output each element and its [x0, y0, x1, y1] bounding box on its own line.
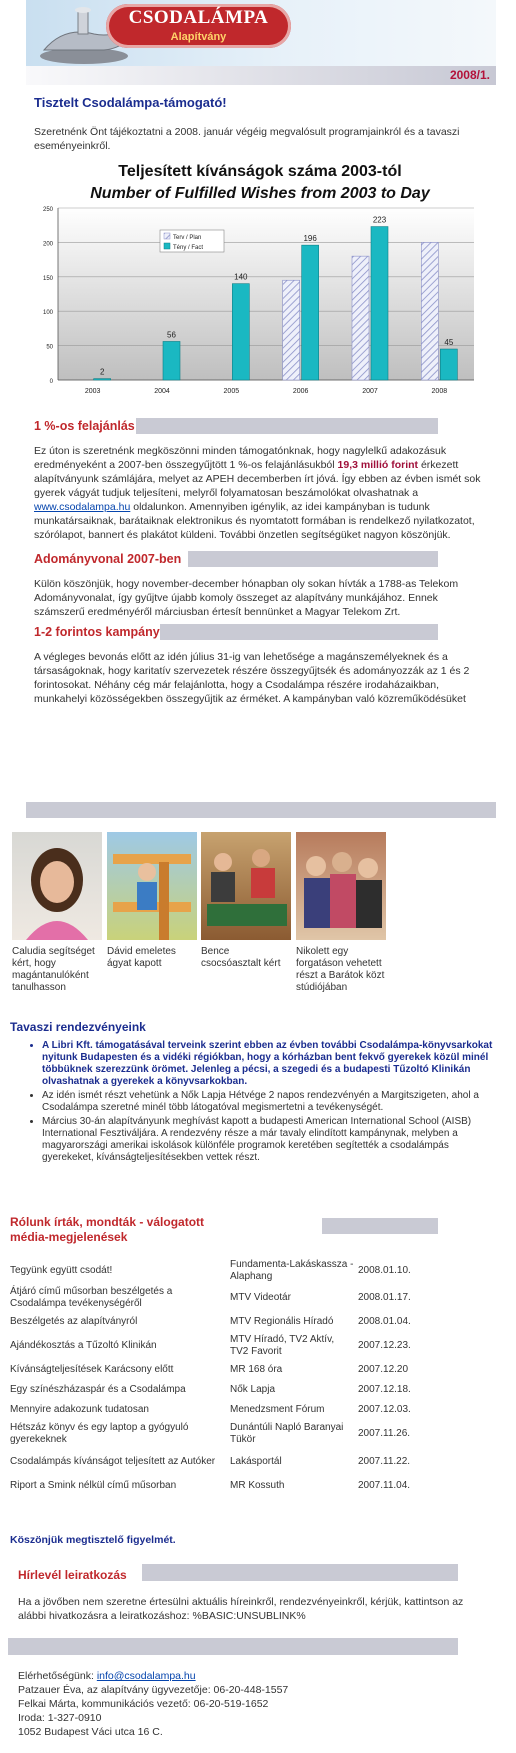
table-row — [10, 1332, 438, 1360]
plan-bar — [352, 256, 369, 380]
section-bar — [188, 551, 438, 567]
girl-portrait-icon — [12, 832, 102, 940]
photo-bence — [201, 832, 291, 940]
x-tick-label: 2005 — [223, 388, 240, 395]
media-date-cell: 2007.11.26. — [358, 1428, 411, 1439]
fact-bar — [163, 341, 180, 380]
caption-bence: Bence csocsóasztalt kért — [201, 946, 281, 969]
photo-nikolett — [296, 832, 386, 940]
media-source-cell: MR Kossuth — [230, 1480, 285, 1491]
coin-campaign-text: A végleges bevonás előtt az idén július 31-ig van lehetősége a magánszemélyeknek és a társaságoknak, hogy karitatív szervezetek részére összegyűjtsék és adományozzák az 1 és 2 forintosokat. Néhány cég már felajánlotta, hogy a Csodalámpa részére irodaházaikban, munkahelyi közösségekben összegyűjtik az érméket. A kampányban való közreműködésüket — [34, 651, 470, 705]
fact-bar — [232, 284, 249, 380]
spring-events-list — [28, 1040, 496, 1166]
one-percent-p2: érkezett alapítványunk számlájára, melyet az APEH decemberben írt jóvá. Így ebben az évben ismét sok gyerek vágyát tudjuk teljesíteni, melyről folyamatosan beszámolókat olvashatnak a — [34, 459, 481, 499]
data-label: 223 — [372, 215, 387, 225]
media-source-cell: Menedzsment Fórum — [230, 1404, 325, 1415]
unsubscribe-text: Ha a jövőben nem szeretne értesülni aktuális híreinkről, rendezvényeinkről, kérjük, kattintson az alábbi hivatkozásra a leiratkozáshoz: %BASIC:UNSUBLINK% — [18, 1596, 464, 1622]
data-label: 2 — [99, 367, 105, 377]
x-tick-label: 2008 — [431, 388, 448, 395]
donation-line-text: Külön köszönjük, hogy november-december hónapban oly sokan hívták a 1788-as Telekom Adományvonalat, így gyűjtve újabb komoly összeget az alapítvány munkájához. Ennek számszerű eredményéről márciusban értesít bennünket a Magyar Telekom Zrt. — [34, 578, 459, 618]
media-date-cell: 2007.12.03. — [358, 1404, 411, 1415]
media-date-cell: 2007.11.22. — [358, 1456, 411, 1467]
footer-bar — [8, 1638, 458, 1655]
logo — [106, 4, 291, 48]
contact-block — [18, 1669, 288, 1739]
y-tick-label: 0 — [49, 379, 53, 385]
media-source-cell: Nők Lapja — [230, 1384, 276, 1395]
table-row — [10, 1476, 438, 1496]
media-title-cell: Csodalámpás kívánságot teljesített az Autóker — [10, 1456, 216, 1467]
y-tick-label: 200 — [42, 241, 53, 248]
y-tick-label: 150 — [42, 275, 53, 282]
list-item: • Március 30-án alapítványunk meghívást kapott a budapesti American International School (AISB) International Fesztiváljára. A rendezvény része a már tavaly elindított kampánynak, melyben a magyarországi amerikai iskolások különféle programok keretében segítették a csodalámpás gyerekeket, kívánságteljesítésekben vettek részt. — [42, 1116, 496, 1164]
media-title-cell: Átjáró című műsorban beszélgetés a Csodalámpa tevékenységéről — [10, 1286, 173, 1309]
contact-label: Elérhetőségünk: — [18, 1670, 94, 1682]
group-photo-icon — [296, 832, 386, 940]
media-source-cell: MTV Videotár — [230, 1292, 291, 1303]
chart-title: Teljesített kívánságok száma 2003-tól — [118, 163, 402, 180]
website-link[interactable]: www.csodalampa.hu — [34, 501, 131, 513]
table-row — [10, 1360, 438, 1380]
greeting: Tisztelt Csodalámpa-támogató! — [34, 95, 227, 110]
one-percent-p1: Ez úton is szeretnénk megköszönni minden támogatónknak, hogy nagylelkű adakozásuk eredményeként a 2007-ben összegyűjtött 1 %-os felajánlásukból — [34, 445, 447, 471]
data-label: 140 — [234, 272, 248, 282]
section-title-unsubscribe: Hírlevél leiratkozás — [18, 1568, 127, 1582]
y-tick-label: 50 — [46, 344, 53, 351]
media-title-cell: Mennyire adakozunk tudatosan — [10, 1404, 149, 1415]
one-percent-amount: 19,3 millió forint — [337, 459, 419, 471]
section-bar — [160, 624, 438, 640]
photo-claudia — [12, 832, 102, 940]
media-date-cell: 2008.01.10. — [358, 1265, 411, 1276]
media-title-cell: Ajándékosztás a Tűzoltó Klinikán — [10, 1340, 157, 1351]
chart-subtitle: Number of Fulfilled Wishes from 2003 to Day — [90, 185, 430, 202]
table-row — [10, 1380, 438, 1400]
logo-title: CSODALÁMPA — [128, 7, 269, 28]
table-row — [10, 1258, 438, 1284]
legend-swatch-plan — [164, 233, 170, 239]
plot-area — [58, 208, 474, 380]
issue-number: 2008/1. — [449, 68, 490, 82]
foosball-table-icon — [201, 832, 291, 940]
media-title-cell: Hétszáz könyv és egy laptop a gyógyuló gyerekeknek — [10, 1422, 189, 1445]
media-date-cell: 2007.11.04. — [358, 1480, 411, 1491]
x-tick-label: 2004 — [154, 388, 170, 395]
section-title-donation-line: Adományvonal 2007-ben — [34, 552, 182, 566]
caption-david: Dávid emeletes ágyat kapott — [107, 946, 176, 969]
photo-david — [107, 832, 197, 940]
table-row — [10, 1448, 438, 1476]
section-bar — [322, 1218, 438, 1234]
media-title-cell: Kívánságteljesítések Karácsony előtt — [10, 1364, 174, 1375]
data-label: 56 — [167, 330, 176, 340]
contact-line: Patzauer Éva, az alapítvány ügyvezetője: 06-20-448-1557 — [18, 1684, 289, 1696]
contact-line: 1052 Budapest Váci utca 16 C. — [18, 1726, 163, 1738]
x-tick-label: 2007 — [362, 388, 378, 395]
legend-swatch-fact — [164, 243, 170, 249]
section-title-coin-campaign: 1-2 forintos kampány — [34, 625, 160, 639]
fact-bar — [302, 245, 319, 380]
contact-line: Iroda: 1-327-0910 — [18, 1712, 102, 1724]
media-date-cell: 2008.01.04. — [358, 1316, 411, 1327]
media-title-cell: Egy színészházaspár és a Csodalámpa — [10, 1384, 186, 1395]
intro-text: Szeretnénk Önt tájékoztatni a 2008. január végéig megvalósult programjainkról és a tavaszi eseményeinkről. — [34, 126, 460, 152]
email-link[interactable]: info@csodalampa.hu — [96, 1670, 196, 1682]
thanks-text: Köszönjük megtisztelő figyelmét. — [10, 1534, 176, 1546]
legend-label-plan: Terv / Plan — [173, 235, 202, 241]
media-source-cell: Lakásportál — [230, 1456, 282, 1467]
section-title-media: Rólunk írták, mondták - válogatott média-megjelenések — [10, 1215, 205, 1244]
caption-claudia: Caludia segítséget kért, hogy magántanulóként tanulhasson — [12, 946, 95, 993]
media-title-cell: Beszélgetés az alapítványról — [10, 1316, 138, 1327]
fact-bar — [94, 379, 111, 380]
table-row — [10, 1312, 438, 1332]
boy-on-bunk-bed-icon — [107, 832, 197, 940]
table-row — [10, 1284, 438, 1312]
data-label: 45 — [444, 338, 454, 348]
plan-bar — [421, 242, 438, 380]
section-bar — [142, 1564, 458, 1581]
media-date-cell: 2008.01.17. — [358, 1292, 411, 1303]
contact-email-line — [18, 1669, 288, 1683]
media-source-cell: MR 168 óra — [230, 1364, 283, 1375]
y-tick-label: 100 — [42, 310, 53, 317]
section-title-one-percent: 1 %-os felajánlás — [34, 419, 135, 433]
media-source-cell: MTV Regionális Híradó — [230, 1316, 334, 1327]
media-title-cell: Tegyünk együtt csodát! — [10, 1265, 113, 1276]
y-tick-label: 250 — [42, 207, 53, 213]
legend-label-fact: Tény / Fact — [173, 245, 204, 251]
media-date-cell: 2007.12.23. — [358, 1340, 411, 1351]
header-banner — [26, 0, 496, 66]
one-percent-p3: oldalunkon. Amennyiben igénylik, az idei kampányban is tudunk munkatársaiknak, barátaiknak elektronikus és nyomtatott formában is rendelkező nyilatkozatot, szórólapot, bannert és plakátot küldeni. További önzetlen segítségüket nagyon köszönjük. — [34, 501, 475, 541]
table-row — [10, 1420, 438, 1448]
plan-bar — [283, 280, 300, 380]
list-item: • Az idén ismét részt vehetünk a Nők Lapja Hétvége 2 napos rendezvényén a Margitszigeten, ahol a Csodalámpa szeretné minél több látogatóval megismertetni a tevékenységét. — [42, 1090, 496, 1114]
one-percent-text — [34, 444, 486, 542]
media-title-cell: Riport a Smink nélkül című műsorban — [10, 1480, 177, 1491]
media-date-cell: 2007.12.18. — [358, 1384, 411, 1395]
fact-bar — [371, 227, 388, 380]
media-source-cell: Fundamenta-Lakáskassza - Alaphang — [230, 1259, 354, 1282]
list-item: • A Libri Kft. támogatásával terveink szerint ebben az évben további Csodalámpa-könyvsarkokat nyitunk Budapesten és a vidéki régiókban, hogy a kórházban bent fekvő gyerekek közül minél többüknek szerezzünk örömet. Jelenleg a pécsi, a szegedi és a budapesti Tűzoltó Klinikán olvashatnak a gyerekek a könyvsarkokban. — [42, 1040, 496, 1088]
contact-line: Felkai Márta, kommunikációs vezető: 06-20-519-1652 — [18, 1698, 269, 1710]
fact-bar — [440, 349, 457, 380]
section-title-spring-events: Tavaszi rendezvényeink — [10, 1020, 146, 1034]
divider-bar — [26, 802, 496, 818]
media-date-cell: 2007.12.20 — [358, 1364, 409, 1375]
media-source-cell: MTV Híradó, TV2 Aktív, TV2 Favorit — [230, 1334, 335, 1357]
fulfilled-wishes-chart — [34, 158, 486, 462]
caption-nikolett: Nikolett egy forgatáson vehetett részt a Barátok közt stúdiójában — [296, 946, 385, 993]
table-row — [10, 1400, 438, 1420]
logo-subtitle: Alapítvány — [170, 31, 227, 43]
x-tick-label: 2003 — [84, 388, 101, 395]
media-source-cell: Dunántúli Napló Baranyai Tükör — [230, 1422, 344, 1445]
x-tick-label: 2006 — [292, 388, 309, 395]
section-bar — [136, 418, 438, 434]
data-label: 196 — [303, 234, 317, 244]
issue-bar — [26, 66, 496, 85]
media-table — [10, 1258, 438, 1496]
